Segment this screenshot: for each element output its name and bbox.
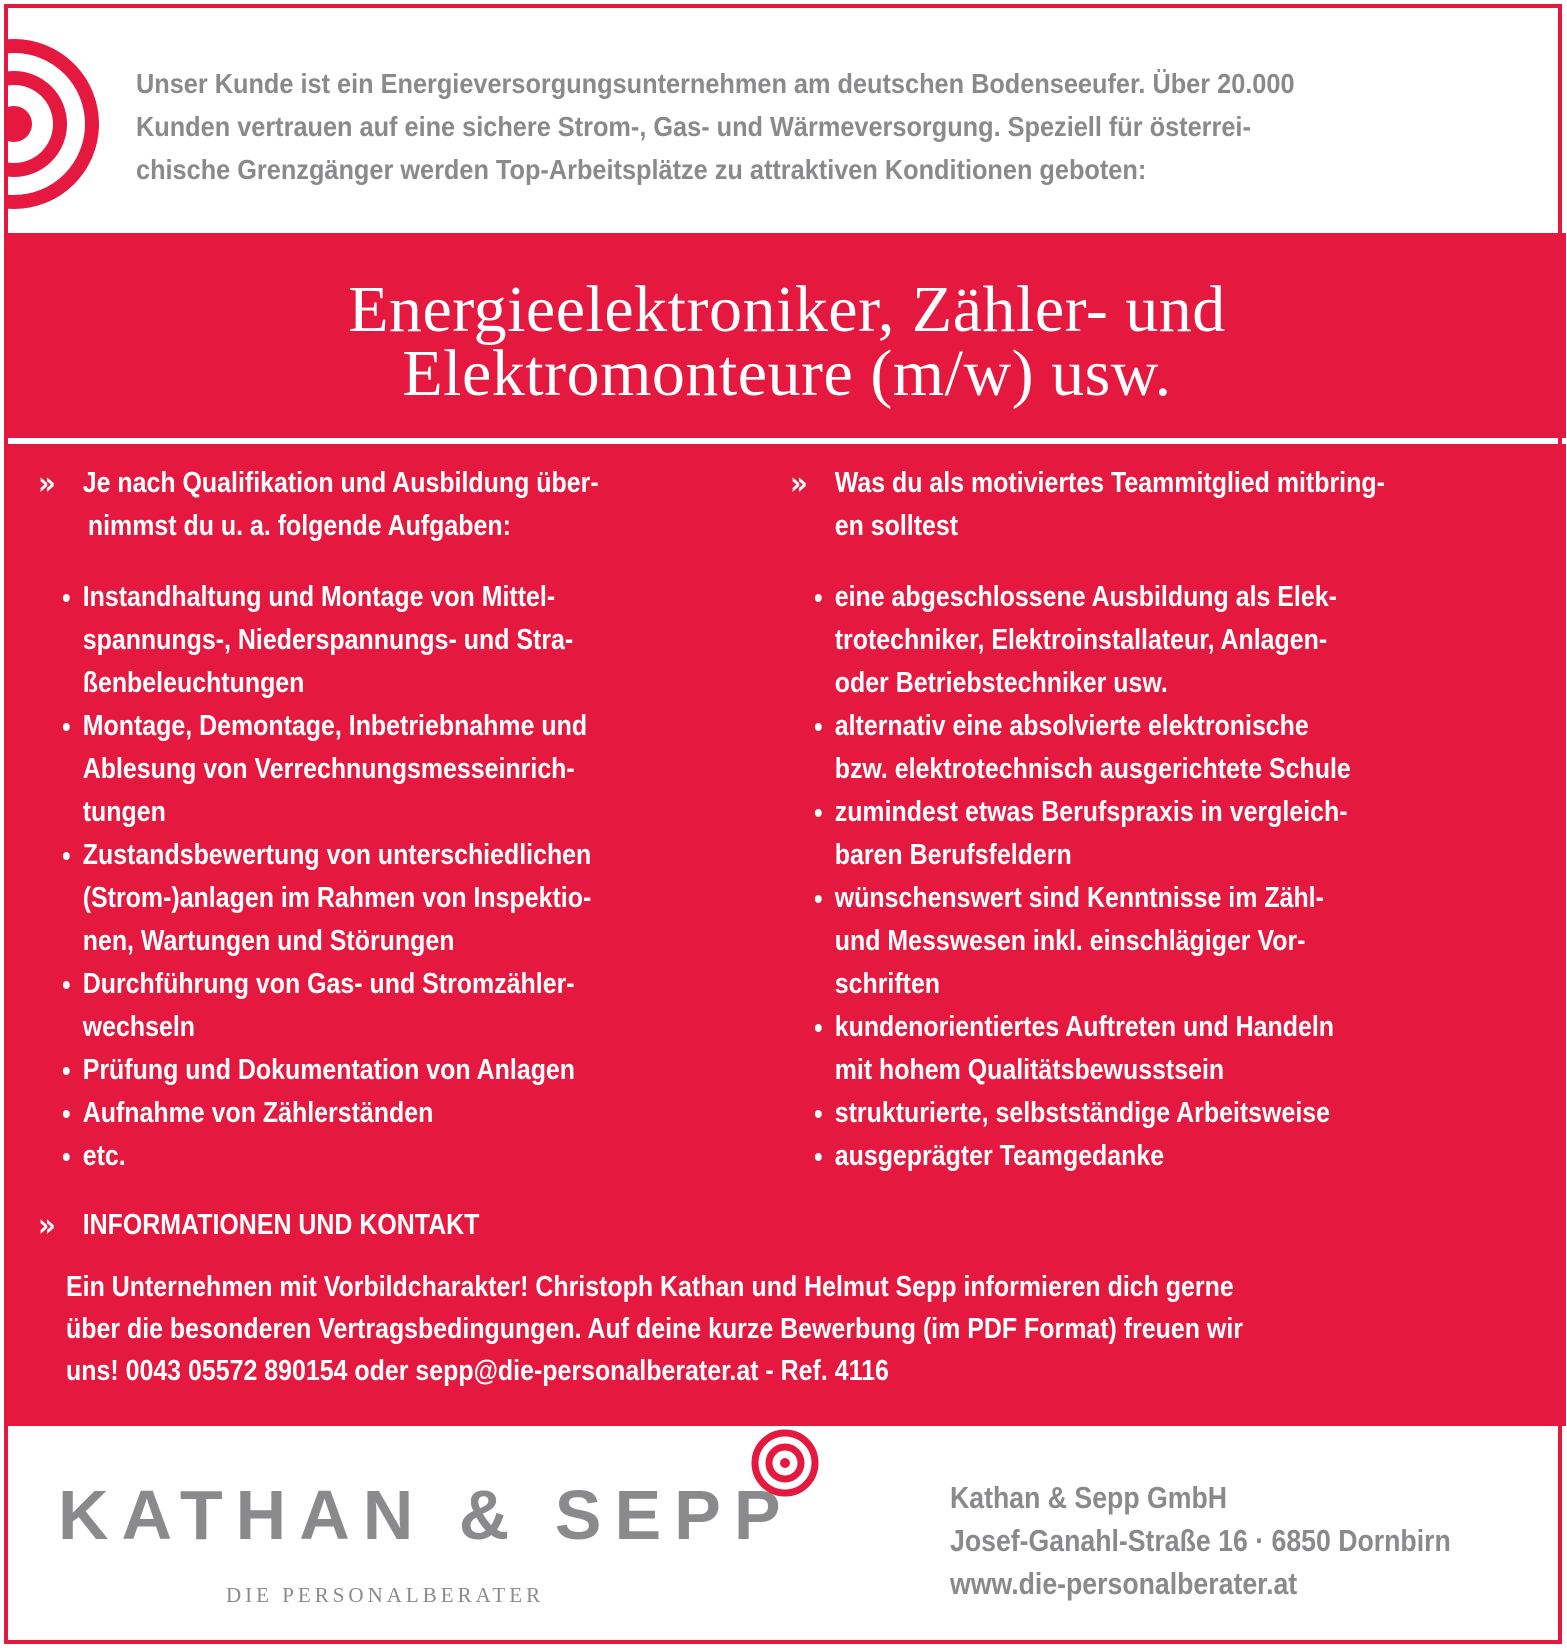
item-line: Instandhaltung und Montage von Mittel- bbox=[82, 581, 556, 613]
item-line: kundenorientiertes Auftreten und Handeln bbox=[834, 1011, 1335, 1043]
double-chevron-icon: » bbox=[38, 1206, 54, 1244]
contact-line: uns! 0043 05572 890154 oder sepp@die-personalberater.at - Ref. 4116 bbox=[66, 1355, 889, 1387]
item-line: baren Berufsfeldern bbox=[834, 839, 1072, 871]
intro-line: chische Grenzgänger werden Top-Arbeitsplätze zu attraktiven Konditionen geboten: bbox=[136, 154, 1147, 185]
contact-line: Ein Unternehmen mit Vorbildcharakter! Christoph Kathan und Helmut Sepp informieren dich gerne bbox=[66, 1271, 1234, 1303]
item-line: mit hohem Qualitätsbewusstsein bbox=[834, 1054, 1225, 1086]
list-item bbox=[38, 1049, 640, 1092]
heading-line: Je nach Qualifikation und Ausbildung über- bbox=[82, 467, 599, 499]
contact-line: über die besonderen Vertragsbedingungen. Auf deine kurze Bewerbung (im PDF Format) freuen wir bbox=[66, 1313, 1243, 1345]
job-ad bbox=[4, 4, 1562, 1644]
job-title-line: Energieelektroniker, Zähler- und bbox=[348, 273, 1226, 346]
heading-line: en solltest bbox=[834, 510, 959, 542]
item-line: eine abgeschlossene Ausbildung als Elek- bbox=[834, 581, 1337, 613]
item-line: oder Betriebstechniker usw. bbox=[834, 667, 1168, 699]
bullet-icon: • bbox=[814, 1098, 823, 1129]
target-rings-icon bbox=[8, 34, 100, 214]
list-item bbox=[790, 877, 1409, 1006]
requirements-column bbox=[790, 462, 1510, 1178]
bullet-icon: • bbox=[814, 1012, 823, 1043]
job-title bbox=[8, 273, 1566, 410]
bullet-icon: • bbox=[814, 1141, 823, 1172]
tasks-heading bbox=[38, 462, 640, 548]
item-line: (Strom-)anlagen im Rahmen von Inspektio- bbox=[82, 882, 592, 914]
item-line: etc. bbox=[82, 1140, 126, 1172]
item-line: nen, Wartungen und Störungen bbox=[82, 925, 455, 957]
contact-heading-label: INFORMATIONEN UND KONTAKT bbox=[82, 1209, 480, 1241]
item-line: spannungs-, Niederspannungs- und Stra- bbox=[82, 624, 574, 656]
bullet-icon: • bbox=[814, 582, 823, 613]
list-item bbox=[790, 1135, 1409, 1178]
company-logo-text: KATHAN & SEPP bbox=[58, 1476, 794, 1554]
bullet-icon: • bbox=[62, 1098, 71, 1129]
bullet-icon: • bbox=[62, 840, 71, 871]
item-line: strukturierte, selbstständige Arbeitsweise bbox=[834, 1097, 1330, 1129]
list-item bbox=[790, 791, 1409, 877]
bullet-icon: • bbox=[814, 711, 823, 742]
double-chevron-icon: » bbox=[790, 464, 806, 502]
item-line: schriften bbox=[834, 968, 941, 1000]
requirements-list bbox=[790, 576, 1409, 1178]
content-band bbox=[8, 444, 1566, 1426]
bullet-icon: • bbox=[62, 711, 71, 742]
item-line: Durchführung von Gas- und Stromzähler- bbox=[82, 968, 575, 1000]
address-line: Josef-Ganahl-Straße 16 · 6850 Dornbirn bbox=[950, 1523, 1451, 1558]
target-rings-icon bbox=[750, 1428, 820, 1498]
list-item bbox=[38, 834, 640, 963]
item-line: Montage, Demontage, Inbetriebnahme und bbox=[82, 710, 588, 742]
item-line: ausgeprägter Teamgedanke bbox=[834, 1140, 1165, 1172]
item-line: tungen bbox=[82, 796, 166, 828]
requirements-heading bbox=[790, 462, 1409, 548]
company-tagline: DIE PERSONALBERATER bbox=[226, 1583, 545, 1607]
item-line: Ablesung von Verrechnungsmesseinrich- bbox=[82, 753, 575, 785]
item-line: bzw. elektrotechnisch ausgerichtete Schule bbox=[834, 753, 1351, 785]
list-item bbox=[790, 1006, 1409, 1092]
double-chevron-icon: » bbox=[38, 464, 54, 502]
contact-heading bbox=[38, 1204, 551, 1247]
item-line: Zustandsbewertung von unterschiedlichen bbox=[82, 839, 592, 871]
item-line: Aufnahme von Zählerständen bbox=[82, 1097, 434, 1129]
bullet-icon: • bbox=[62, 969, 71, 1000]
heading-line: Was du als motiviertes Teammitglied mitbring- bbox=[834, 467, 1385, 499]
item-line: und Messwesen inkl. einschlägiger Vor- bbox=[834, 925, 1306, 957]
item-line: wünschenswert sind Kenntnisse im Zähl- bbox=[834, 882, 1324, 914]
list-item bbox=[790, 705, 1409, 791]
intro-line: Kunden vertrauen auf eine sichere Strom-, Gas- und Wärmeversorgung. Speziell für österrei- bbox=[136, 111, 1251, 142]
bullet-icon: • bbox=[814, 883, 823, 914]
tasks-column bbox=[38, 462, 738, 1178]
list-item bbox=[790, 1092, 1409, 1135]
job-title-line: Elektromonteure (m/w) usw. bbox=[402, 337, 1172, 410]
title-band bbox=[8, 233, 1566, 438]
intro-line: Unser Kunde ist ein Energieversorgungsunternehmen am deutschen Bodenseeufer. Über 20.000 bbox=[136, 68, 1295, 99]
address-line: Kathan & Sepp GmbH bbox=[950, 1480, 1228, 1515]
company-address bbox=[950, 1476, 1532, 1605]
item-line: alternativ eine absolvierte elektronische bbox=[834, 710, 1309, 742]
list-item bbox=[790, 576, 1409, 705]
list-item bbox=[38, 576, 640, 705]
intro-text bbox=[136, 62, 1424, 191]
list-item bbox=[38, 963, 640, 1049]
list-item bbox=[38, 1135, 640, 1178]
bullet-icon: • bbox=[62, 582, 71, 613]
bullet-icon: • bbox=[814, 797, 823, 828]
bullet-icon: • bbox=[62, 1055, 71, 1086]
bullet-icon: • bbox=[62, 1141, 71, 1172]
item-line: trotechniker, Elektroinstallateur, Anlagen- bbox=[834, 624, 1328, 656]
list-item bbox=[38, 1092, 640, 1135]
item-line: zumindest etwas Berufspraxis in vergleich- bbox=[834, 796, 1348, 828]
tasks-list bbox=[38, 576, 640, 1178]
contact-text bbox=[66, 1266, 1435, 1392]
website-link[interactable]: www.die-personalberater.at bbox=[950, 1566, 1298, 1601]
item-line: wechseln bbox=[82, 1011, 196, 1043]
heading-line: nimmst du u. a. folgende Aufgaben: bbox=[87, 510, 511, 542]
list-item bbox=[38, 705, 640, 834]
item-line: ßenbeleuchtungen bbox=[82, 667, 305, 699]
item-line: Prüfung und Dokumentation von Anlagen bbox=[82, 1054, 576, 1086]
